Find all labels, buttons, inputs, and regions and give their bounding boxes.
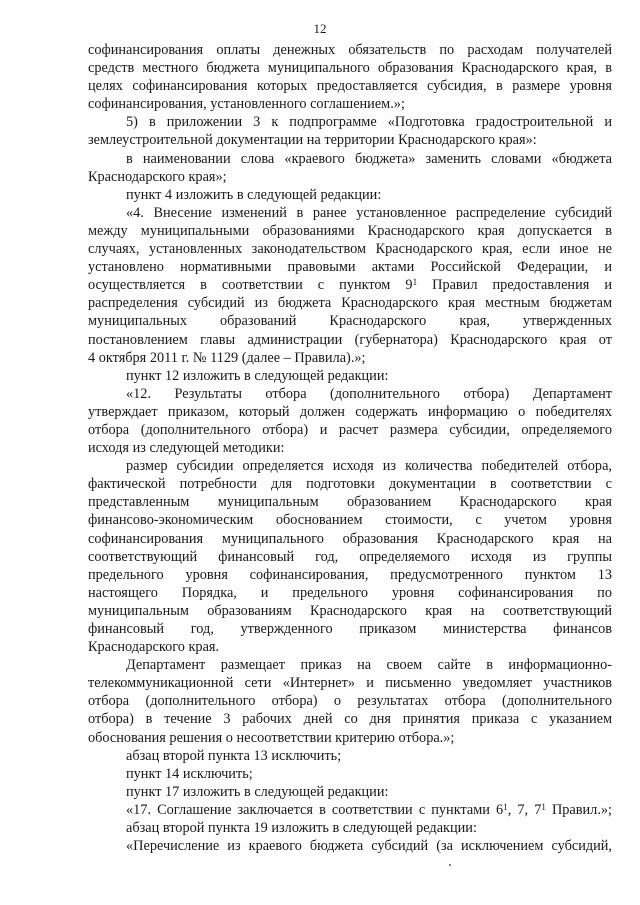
line-text: настоящего Порядка, и предельного уровня софинансирования по xyxy=(88,584,612,601)
document-body xyxy=(88,41,612,855)
line-text: постановлением главы администрации (губернатора) Краснодарского края от xyxy=(88,331,612,348)
text-line xyxy=(88,349,612,367)
text-line xyxy=(88,530,612,548)
text-line xyxy=(88,59,612,77)
text-line xyxy=(88,367,612,385)
line-text: абзац второй пункта 19 изложить в следующей редакции: xyxy=(126,820,477,837)
line-text: пункт 12 изложить в следующей редакции: xyxy=(126,367,389,384)
line-text: в наименовании слова «краевого бюджета» заменить словами «бюджета xyxy=(126,150,612,167)
line-text: исходя из следующей методики: xyxy=(88,440,285,457)
line-text: установлено нормативными правовыми актами Российской Федерации, и xyxy=(88,259,612,276)
text-line xyxy=(88,150,612,168)
line-text: софинансирования, установленного соглашением.»; xyxy=(88,96,405,113)
line-text: телекоммуникационной сети «Интернет» и письменно уведомляет участников xyxy=(88,675,612,692)
line-text: софинансирования муниципального образования Краснодарского края на xyxy=(88,530,612,547)
text-line xyxy=(88,312,612,330)
text-line xyxy=(88,186,612,204)
text-line xyxy=(88,729,612,747)
text-line xyxy=(88,131,612,149)
line-text: случаях, установленных законодательством Краснодарского края, если иное не xyxy=(88,241,612,258)
text-line xyxy=(88,41,612,59)
text-line xyxy=(88,620,612,638)
text-line xyxy=(88,783,612,801)
text-line xyxy=(88,421,612,439)
text-line xyxy=(88,692,612,710)
text-line xyxy=(88,566,612,584)
line-text: 4 октября 2011 г. № 1129 (далее – Правила).»; xyxy=(88,349,366,366)
text-line xyxy=(88,584,612,602)
text-line xyxy=(88,674,612,692)
line-text: финансово-экономическим обоснованием стоимости, с учетом уровня xyxy=(88,512,612,529)
line-text: Правил.»; xyxy=(545,801,613,818)
text-line xyxy=(88,710,612,728)
line-text: пункт 4 изложить в следующей редакции: xyxy=(126,186,382,203)
line-text: «Перечисление из краевого бюджета субсидий (за исключением субсидий, xyxy=(126,838,612,855)
text-line xyxy=(88,801,612,819)
line-text: отбора) в течение 3 рабочих дней со дня принятия приказа с указанием xyxy=(88,711,612,728)
line-text: 5) в приложении 3 к подпрограмме «Подготовка градостроительной и xyxy=(126,114,612,131)
text-line xyxy=(88,765,612,783)
text-line xyxy=(88,602,612,620)
line-text: отбора (дополнительного отбора) о результатах отбора (дополнительного xyxy=(88,693,612,710)
text-line xyxy=(88,294,612,312)
line-text: «4. Внесение изменений в ранее установленное распределение субсидий xyxy=(126,204,612,221)
line-text: между муниципальными образованиями Краснодарского края допускается в xyxy=(88,222,612,239)
text-line xyxy=(88,222,612,240)
line-text: утверждает приказом, который должен содержать информацию о победителях xyxy=(88,403,612,420)
line-text: соответствующий финансовый год, определяемого исходя из группы xyxy=(88,548,612,565)
line-text: «12. Результаты отбора (дополнительного отбора) Департамент xyxy=(126,385,612,402)
superscript: 1 xyxy=(503,801,508,812)
text-line xyxy=(88,168,612,186)
text-line xyxy=(88,837,612,855)
text-line xyxy=(88,493,612,511)
text-line xyxy=(88,77,612,95)
line-text: отбора (дополнительного отбора) и расчет размера субсидии, определяемого xyxy=(88,421,612,438)
text-line xyxy=(88,95,612,113)
line-text: Краснодарского края. xyxy=(88,639,220,656)
text-line xyxy=(88,276,612,294)
text-line xyxy=(88,638,612,656)
line-text: пункт 14 исключить; xyxy=(126,765,253,782)
line-text: осуществляется в соответствии с пунктом 9 xyxy=(88,277,413,294)
line-text: Правил предоставления и xyxy=(417,277,612,294)
text-line xyxy=(88,240,612,258)
text-line xyxy=(88,439,612,457)
text-line xyxy=(88,204,612,222)
page-number: 12 xyxy=(313,21,327,36)
line-text: размер субсидии определяется исходя из количества победителей отбора, xyxy=(126,458,612,475)
line-text: Краснодарского края»; xyxy=(88,168,227,185)
superscript: 1 xyxy=(412,277,418,288)
text-line xyxy=(88,385,612,403)
line-text: обоснования решения о несоответствии критерию отбора.»; xyxy=(88,729,455,746)
line-text: пункт 17 изложить в следующей редакции: xyxy=(126,783,389,800)
line-text: «17. Соглашение заключается в соответствии с пунктами 6 xyxy=(126,801,504,818)
text-line xyxy=(88,819,612,837)
text-line xyxy=(88,331,612,349)
line-text: муниципальных образований Краснодарского края, утвержденных xyxy=(88,313,612,330)
text-line xyxy=(88,258,612,276)
line-text: фактической потребности для подготовки документации в соответствии с xyxy=(88,476,612,493)
line-text: финансовый год, утвержденного приказом министерства финансов xyxy=(88,621,612,637)
line-text: , 7, 7 xyxy=(507,801,542,818)
text-line xyxy=(88,403,612,421)
line-text: Департамент размещает приказ на своем сайте в информационно- xyxy=(126,657,612,674)
line-text: землеустроительной документации на территории Краснодарского края»: xyxy=(88,132,537,149)
text-line xyxy=(88,475,612,493)
line-text: муниципальным образованиям Краснодарского края на соответствующий xyxy=(88,602,612,619)
text-line xyxy=(88,457,612,475)
text-line xyxy=(88,113,612,131)
line-text: распределения субсидий из бюджета Краснодарского края местным бюджетам xyxy=(88,295,612,312)
superscript: 1 xyxy=(541,801,546,812)
line-text: средств местного бюджета муниципального образования Краснодарского края, в xyxy=(88,60,612,77)
line-text: представленным муниципальным образованием Краснодарского края xyxy=(88,494,612,511)
line-text: предельного уровня софинансирования, предусмотренного пунктом 13 xyxy=(88,566,612,583)
text-line xyxy=(88,656,612,674)
text-line xyxy=(88,747,612,765)
text-line xyxy=(88,548,612,566)
scan-speck xyxy=(449,864,451,866)
text-line xyxy=(88,511,612,529)
line-text: софинансирования оплаты денежных обязательств по расходам получателей xyxy=(88,42,612,58)
line-text: абзац второй пункта 13 исключить; xyxy=(126,747,342,764)
line-text: целях софинансирования которых предоставляется субсидия, в размере уровня xyxy=(88,78,612,95)
